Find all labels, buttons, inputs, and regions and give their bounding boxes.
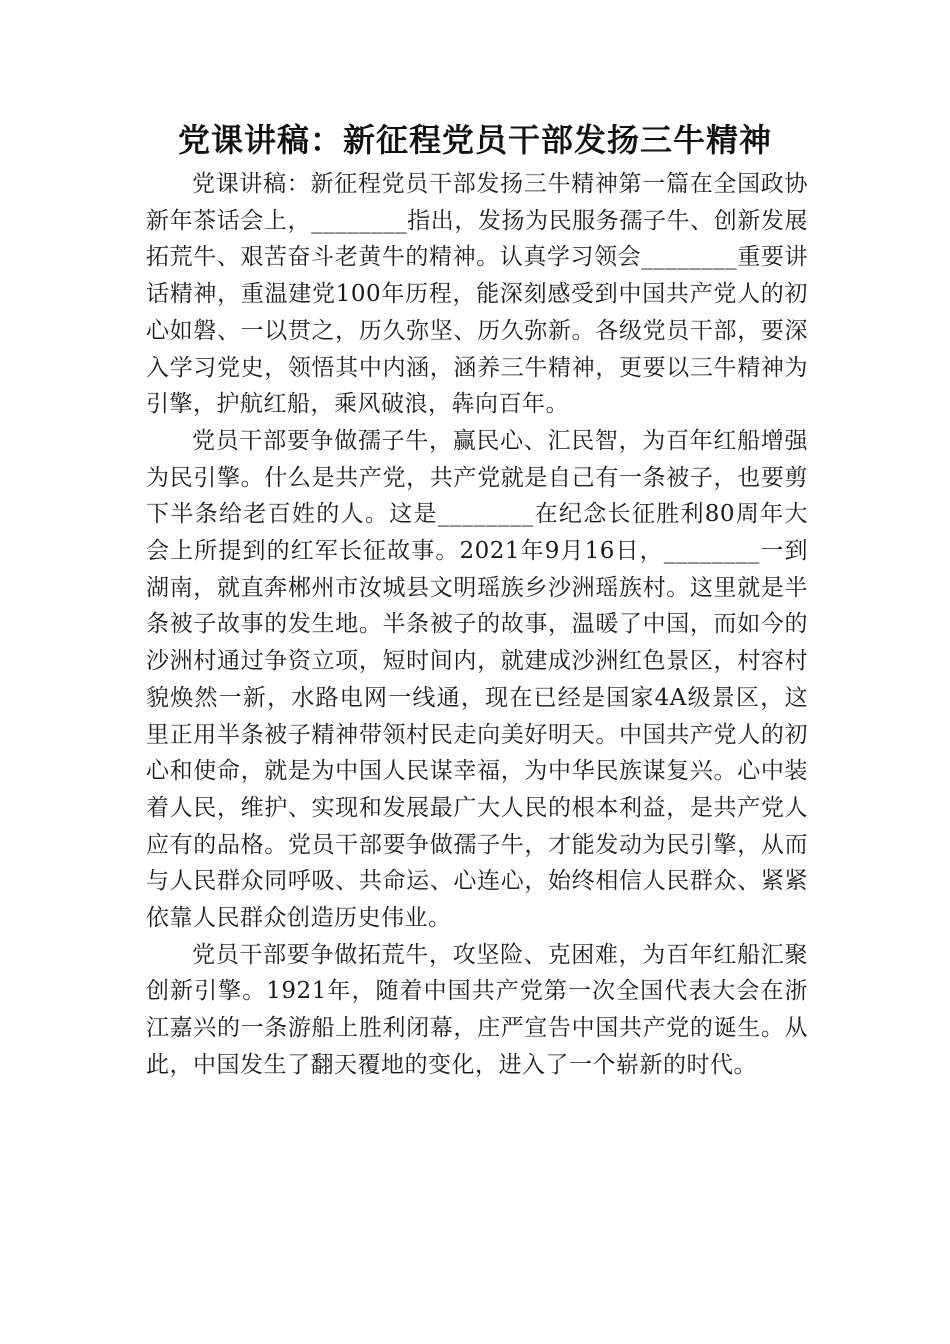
document-body [146,166,808,1084]
paragraph-1: 党课讲稿：新征程党员干部发扬三牛精神第一篇在全国政协新年茶话会上，________指出，发扬为民服务孺子牛、创新发展拓荒牛、艰苦奋斗老黄牛的精神。认真学习领会________重要讲话精神，重温建党100年历程，能深刻感受到中国共产党人的初心如磐、一以贯之，历久弥坚、历久弥新。各级党员干部，要深入学习党史，领悟其中内涵，涵养三牛精神，更要以三牛精神为引擎，护航红船，乘风破浪，犇向百年。 [146,171,808,418]
document-title: 党课讲稿：新征程党员干部发扬三牛精神 [177,121,772,159]
paragraph-2: 党员干部要争做孺子牛，赢民心、汇民智，为百年红船增强为民引擎。什么是共产党，共产党就是自己有一条被子，也要剪下半条给老百姓的人。这是________在纪念长征胜利80周年大会上所提到的红军长征故事。2021年9月16日，________一到湖南，就直奔郴州市汝城县文明瑶族乡沙洲瑶族村。这里就是半条被子故事的发生地。半条被子的故事，温暖了中国，而如今的沙洲村通过争资立项，短时间内，就建成沙洲红色景区，村容村貌焕然一新，水路电网一线通，现在已经是国家4A级景区，这里正用半条被子精神带领村民走向美好明天。中国共产党人的初心和使命，就是为中国人民谋幸福，为中华民族谋复兴。心中装着人民，维护、实现和发展最广大人民的根本利益，是共产党人应有的品格。党员干部要争做孺子牛，才能发动为民引擎，从而与人民群众同呼吸、共命运、心连心，始终相信人民群众、紧紧依靠人民群众创造历史伟业。 [146,427,808,932]
paragraph-3: 党员干部要争做拓荒牛，攻坚险、克困难，为百年红船汇聚创新引擎。1921年，随着中国共产党第一次全国代表大会在浙江嘉兴的一条游船上胜利闭幕，庄严宣告中国共产党的诞生。从此，中国发生了翻天覆地的变化，进入了一个崭新的时代。 [146,941,808,1078]
